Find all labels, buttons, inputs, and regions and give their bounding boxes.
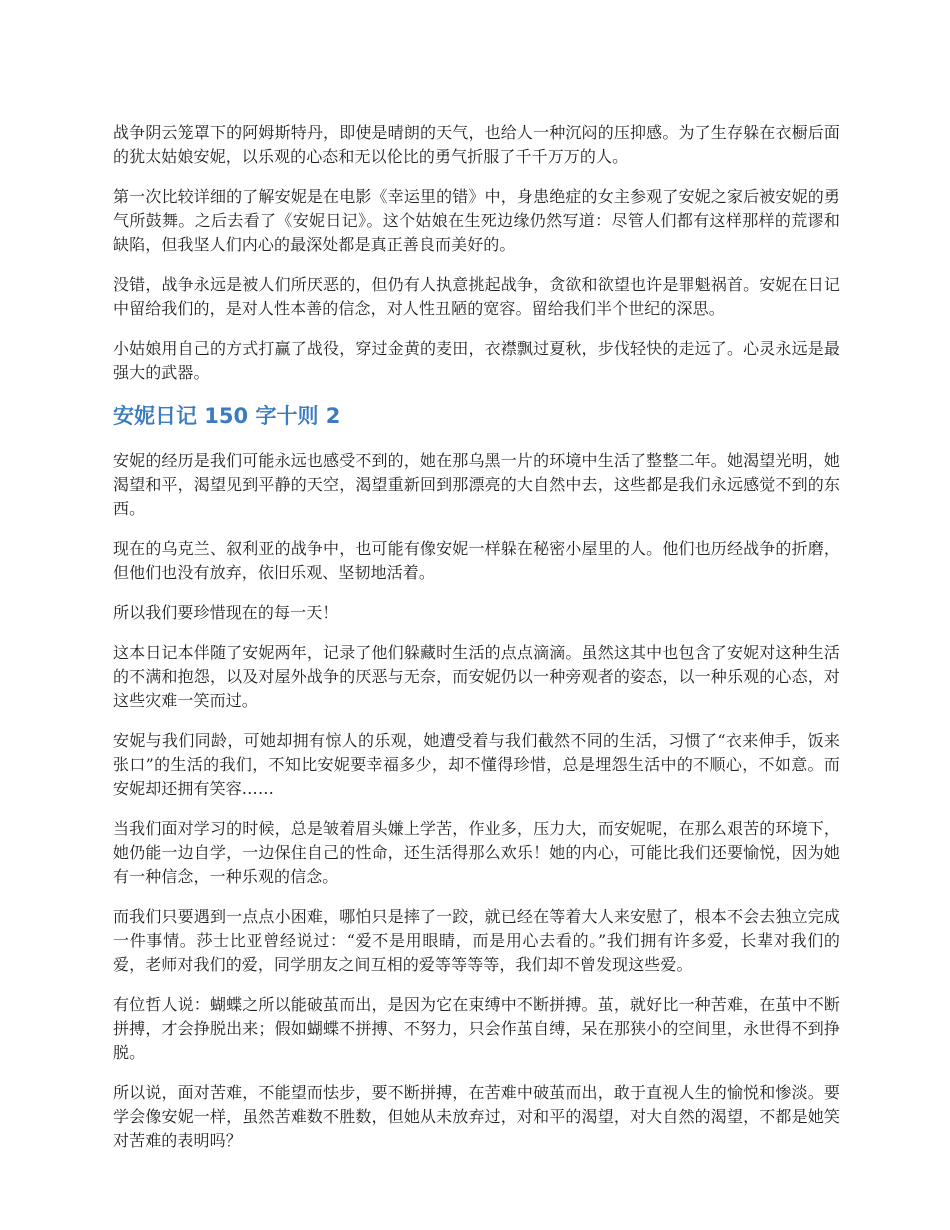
document-page: [113, 121, 840, 1169]
paragraph: 安妮与我们同龄，可她却拥有惊人的乐观，她遭受着与我们截然不同的生活，习惯了“衣来伸手，饭来张口”的生活的我们，不知比安妮要幸福多少，却不懂得珍惜，总是埋怨生活中的不顺心，不如意。而安妮却还拥有笑容……: [113, 731, 840, 798]
paragraph: 而我们只要遇到一点点小困难，哪怕只是摔了一跤，就已经在等着大人来安慰了，根本不会去独立完成一件事情。莎士比亚曾经说过：“爱不是用眼睛，而是用心去看的。”我们拥有许多爱，长辈对我们的爱，老师对我们的爱，同学朋友之间互相的爱等等等等，我们却不曾发现这些爱。: [113, 907, 840, 974]
paragraph: 这本日记本伴随了安妮两年，记录了他们躲藏时生活的点点滴滴。虽然这其中也包含了安妮对这种生活的不满和抱怨，以及对屋外战争的厌恶与无奈，而安妮仍以一种旁观者的姿态，以一种乐观的心态，对这些灾难一笑而过。: [113, 643, 840, 710]
section-heading: 安妮日记 150 字十则 2: [113, 404, 341, 428]
paragraph: 所以说，面对苦难，不能望而怯步，要不断拼搏，在苦难中破茧而出，敢于直视人生的愉悦和惨淡。要学会像安妮一样，虽然苦难数不胜数，但她从未放弃过，对和平的渴望，对大自然的渴望，不都是她笑对苦难的表明吗？: [113, 1083, 840, 1150]
paragraph: 现在的乌克兰、叙利亚的战争中，也可能有像安妮一样躲在秘密小屋里的人。他们也历经战争的折磨，但他们也没有放弃，依旧乐观、坚韧地活着。: [113, 539, 840, 582]
paragraph: 有位哲人说：蝴蝶之所以能破茧而出，是因为它在束缚中不断拼搏。茧，就好比一种苦难，在茧中不断拼搏，才会挣脱出来；假如蝴蝶不拼搏、不努力，只会作茧自缚，呆在那狭小的空间里，永世得不到挣脱。: [113, 995, 840, 1062]
paragraph: 小姑娘用自己的方式打赢了战役，穿过金黄的麦田，衣襟飘过夏秋，步伐轻快的走远了。心灵永远是最强大的武器。: [113, 339, 840, 382]
paragraph: 没错，战争永远是被人们所厌恶的，但仍有人执意挑起战争，贪欲和欲望也许是罪魁祸首。安妮在日记中留给我们的，是对人性本善的信念，对人性丑陋的宽容。留给我们半个世纪的深思。: [113, 275, 840, 318]
paragraph: 所以我们要珍惜现在的每一天！: [113, 603, 339, 622]
paragraph: 当我们面对学习的时候，总是皱着眉头嫌上学苦，作业多，压力大，而安妮呢，在那么艰苦的环境下，她仍能一边自学，一边保住自己的性命，还生活得那么欢乐！她的内心，可能比我们还要愉悦，因为她有一种信念，一种乐观的信念。: [113, 819, 840, 886]
paragraph: 战争阴云笼罩下的阿姆斯特丹，即使是晴朗的天气，也给人一种沉闷的压抑感。为了生存躲在衣橱后面的犹太姑娘安妮，以乐观的心态和无以伦比的勇气折服了千千万万的人。: [113, 123, 840, 166]
paragraph: 第一次比较详细的了解安妮是在电影《幸运里的错》中，身患绝症的女主参观了安妮之家后被安妮的勇气所鼓舞。之后去看了《安妮日记》。这个姑娘在生死边缘仍然写道：尽管人们都有这样那样的荒谬和缺陷，但我坚人们内心的最深处都是真正善良而美好的。: [113, 187, 840, 254]
paragraph: 安妮的经历是我们可能永远也感受不到的，她在那乌黑一片的环境中生活了整整二年。她渴望光明，她渴望和平，渴望见到平静的天空，渴望重新回到那漂亮的大自然中去，这些都是我们永远感觉不到的东西。: [113, 451, 840, 518]
